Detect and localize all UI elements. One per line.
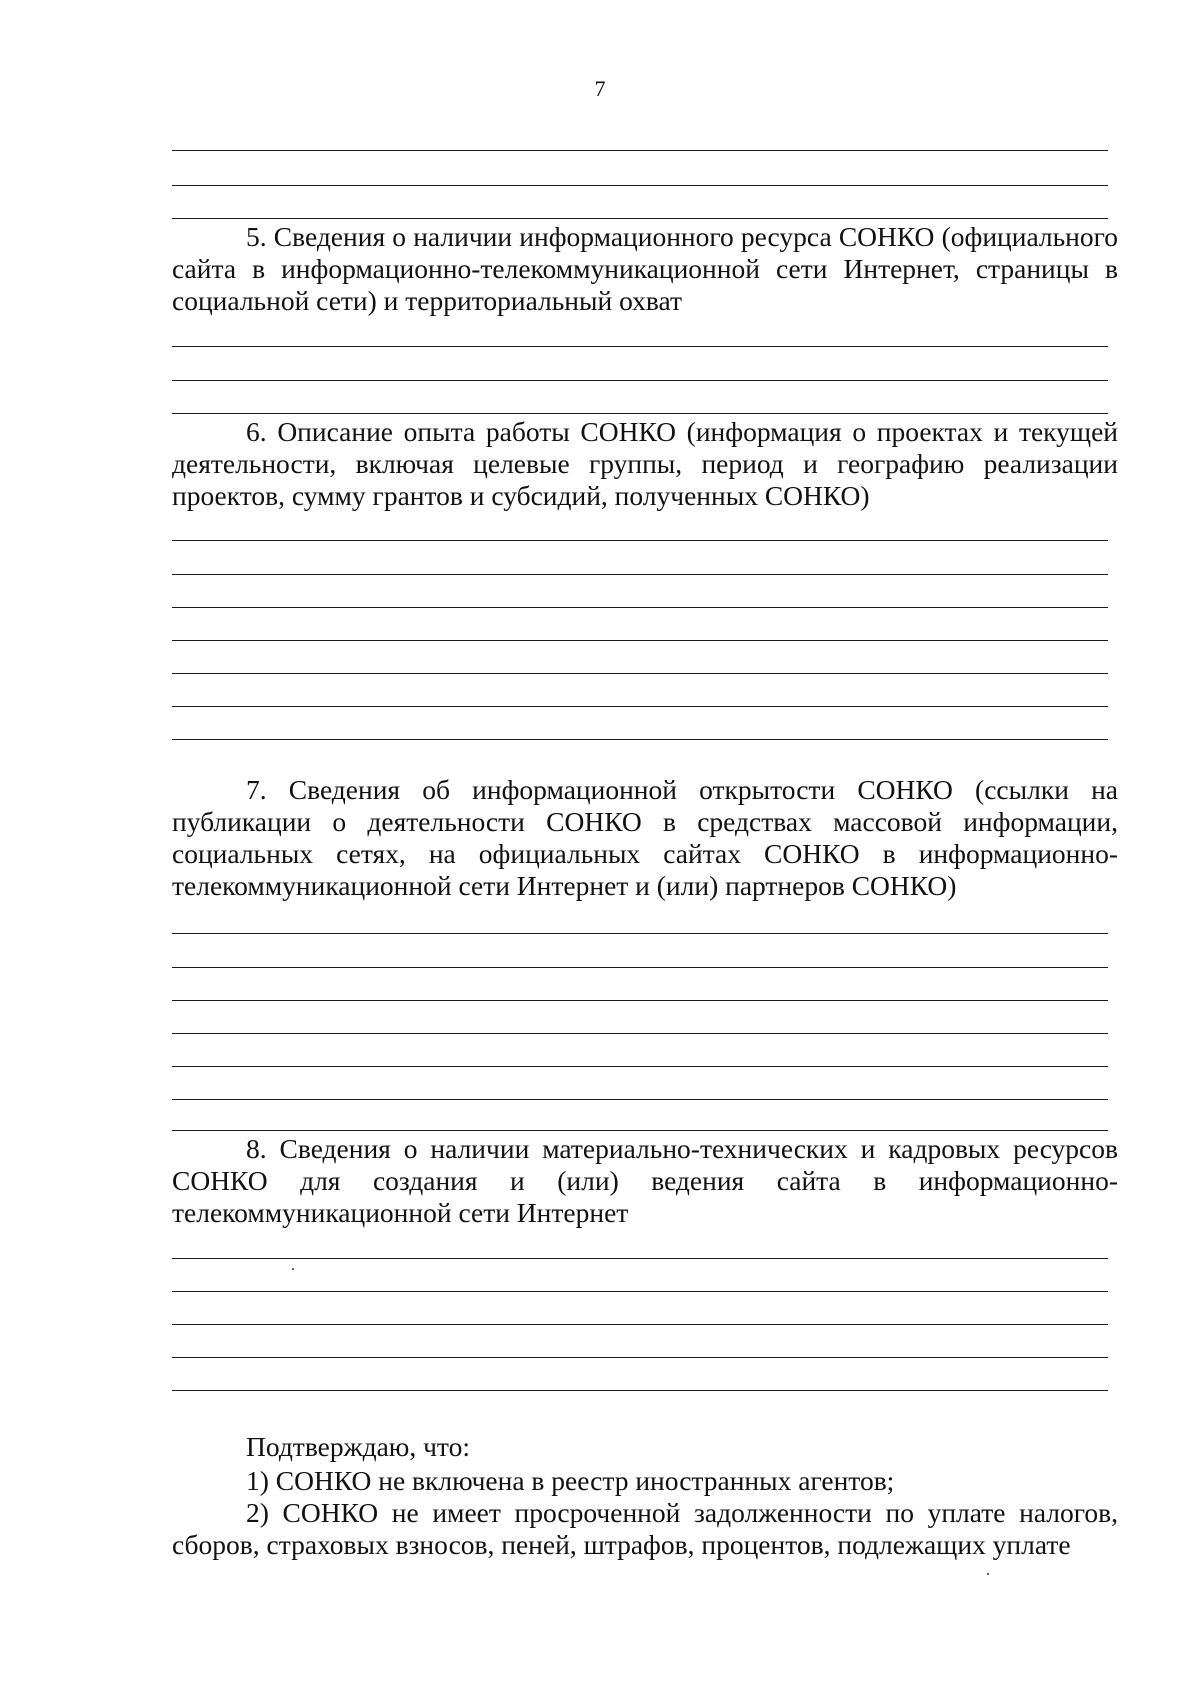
- confirmation-item-1: 1) СОНКО не включена в реестр иностранных агентов;: [246, 1465, 895, 1496]
- answer-line[interactable]: [172, 739, 1108, 740]
- answer-line[interactable]: [172, 185, 1108, 186]
- answer-line[interactable]: [172, 1130, 1108, 1131]
- answer-line[interactable]: [172, 1258, 1108, 1259]
- answer-line[interactable]: [172, 346, 1108, 347]
- answer-line[interactable]: [172, 640, 1108, 641]
- answer-line[interactable]: [172, 967, 1108, 968]
- answer-line[interactable]: [172, 574, 1108, 575]
- answer-line[interactable]: [172, 413, 1108, 414]
- answer-line[interactable]: [172, 1033, 1108, 1034]
- answer-line[interactable]: [172, 706, 1108, 707]
- answer-line[interactable]: [172, 673, 1108, 674]
- answer-line[interactable]: [172, 1066, 1108, 1067]
- answer-line[interactable]: [172, 1000, 1108, 1001]
- answer-line[interactable]: [172, 380, 1108, 381]
- confirmation-item-2: 2) СОНКО не имеет просроченной задолженности по уплате налогов, сборов, страховых взносов, пеней, штрафов, процентов, подлежащих уплате: [172, 1497, 1118, 1560]
- answer-line[interactable]: [172, 933, 1108, 934]
- confirmation-heading: Подтверждаю, что:: [246, 1431, 470, 1462]
- section-6-text: 6. Описание опыта работы СОНКО (информация о проектах и текущей деятельности, включая целевые группы, период и географию реализации проектов, сумму грантов и субсидий, полученных СОНКО): [172, 416, 1118, 511]
- answer-line[interactable]: [172, 1291, 1108, 1292]
- answer-line[interactable]: [172, 1357, 1108, 1358]
- answer-line[interactable]: [172, 1099, 1108, 1100]
- answer-line[interactable]: [172, 218, 1108, 219]
- scan-speck: [987, 1573, 989, 1575]
- section-5-text: 5. Сведения о наличии информационного ресурса СОНКО (официального сайта в информационно-телекоммуникационной сети Интернет, страницы в социальной сети) и территориальный охват: [172, 221, 1118, 316]
- page-number: 7: [594, 76, 606, 101]
- answer-line[interactable]: [172, 540, 1108, 541]
- answer-line[interactable]: [172, 1390, 1108, 1391]
- section-7-text: 7. Сведения об информационной открытости СОНКО (ссылки на публикации о деятельности СОНКО в средствах массовой информации, социальных сетях, на официальных сайтах СОНКО в информационно-телекоммуникационной сети Интернет и (или) партнеров СОНКО): [172, 774, 1118, 901]
- answer-line[interactable]: [172, 1324, 1108, 1325]
- answer-line[interactable]: [172, 607, 1108, 608]
- scan-speck: [292, 1268, 294, 1270]
- section-8-text: 8. Сведения о наличии материально-технических и кадровых ресурсов СОНКО для создания и (или) ведения сайта в информационно-телекоммуникационной сети Интернет: [172, 1133, 1118, 1228]
- answer-line[interactable]: [172, 150, 1108, 151]
